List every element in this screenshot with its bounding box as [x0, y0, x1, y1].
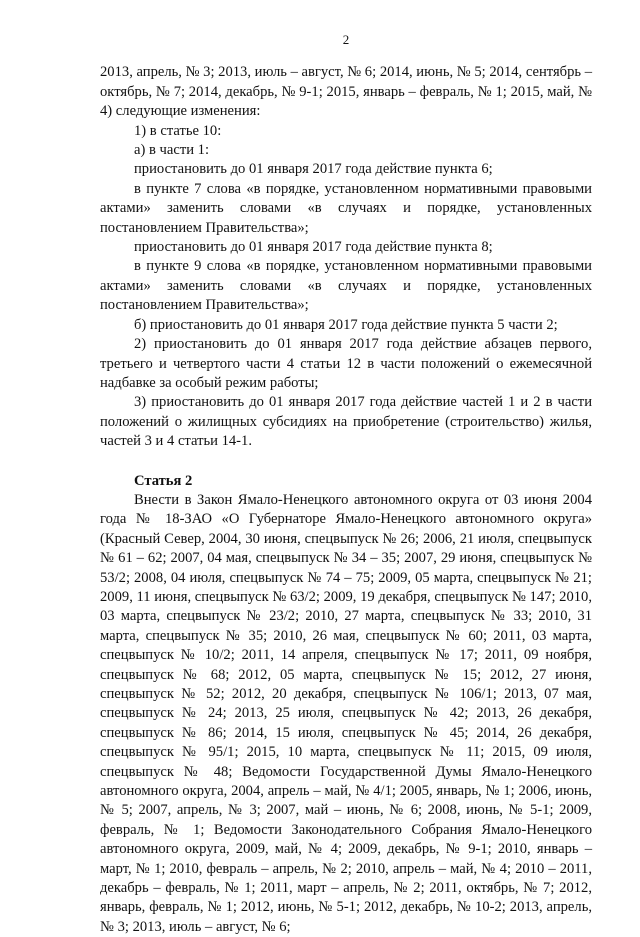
- list-item: в пункте 9 слова «в порядке, установленном нормативными правовыми актами» заменить словами «в случаях и порядке, установленных постановлением Правительства»;: [100, 258, 592, 314]
- document-body: [100, 63, 592, 937]
- list-item: 1) в статье 10:: [134, 122, 222, 139]
- article-2-body: Внести в Закон Ямало-Ненецкого автономного округа от 03 июня 2004 года № 18-ЗАО «О Губернаторе Ямало-Ненецкого автономного округа» (Красный Север, 2004, 30 июня, спецвыпуск № 26; 2006, 21 июля, спецвыпуск № 61 – 62; 2007, 04 мая, спецвыпуск № 34 – 35; 2007, 29 июня, спецвыпуск № 53/2; 2008, 04 июля, спецвыпуск № 74 – 75; 2009, 05 марта, спецвыпуск № 21; 2009, 11 июня, спецвыпуск № 63/2; 2009, 19 декабря, спецвыпуск № 147; 2010, 03 марта, спецвыпуск № 23/2; 2010, 27 марта, спецвыпуск № 33; 2010, 31 марта, спецвыпуск № 35; 2010, 26 мая, спецвыпуск № 60; 2011, 03 марта, спецвыпуск № 10/2; 2011, 14 апреля, спецвыпуск № 17; 2011, 09 ноября, спецвыпуск № 68; 2012, 05 марта, спецвыпуск № 15; 2012, 27 июня, спецвыпуск № 52; 2012, 20 декабря, спецвыпуск № 106/1; 2013, 07 мая, спецвыпуск № 24; 2013, 25 июля, спецвыпуск № 42; 2013, 26 декабря, спецвыпуск № 86; 2014, 15 июля, спецвыпуск № 45; 2014, 26 декабря, спецвыпуск № 95/1; 2015, 10 марта, спецвыпуск № 11; 2015, 09 июля, спецвыпуск № 48; Ведомости Государственной Думы Ямало-Ненецкого автономного округа, 2004, апрель – май, № 4/1; 2005, январь, № 1; 2006, июнь, № 5; 2007, апрель, № 3; 2007, май – июнь, № 6; 2008, июнь, № 5-1; 2009, февраль, № 1; Ведомости Законодательного Собрания Ямало-Ненецкого автономного округа, 2009, май, № 4; 2009, декабрь, № 9-1; 2010, январь – март, № 1; 2010, февраль – апрель, № 2; 2010, апрель – май, № 4; 2010 – 2011, декабрь – февраль, № 1; 2011, март – апрель, № 2; 2011, октябрь, № 7; 2012, январь, февраль, № 1; 2012, июнь, № 5-1; 2012, декабрь, № 10-2; 2013, апрель, № 3; 2013, июль – август, № 6;: [100, 491, 592, 935]
- list-item: б) приостановить до 01 января 2017 года действие пункта 5 части 2;: [134, 316, 558, 333]
- article-2-title: Статья 2: [134, 472, 193, 489]
- list-item: приостановить до 01 января 2017 года действие пункта 8;: [134, 239, 493, 256]
- page-number: 2: [342, 32, 350, 47]
- list-item: приостановить до 01 января 2017 года действие пункта 6;: [134, 161, 493, 178]
- list-item: а) в части 1:: [134, 142, 210, 159]
- lead-paragraph: 2013, апрель, № 3; 2013, июль – август, № 6; 2014, июнь, № 5; 2014, сентябрь – октябрь, № 7; 2014, декабрь, № 9-1; 2015, январь – февраль, № 1; 2015, май, № 4) следующие изменения:: [100, 64, 592, 120]
- list-item: 3) приостановить до 01 января 2017 года действие частей 1 и 2 в части положений о жилищных субсидиях на приобретение (строительство) жилья, частей 3 и 4 статьи 14-1.: [100, 394, 592, 450]
- list-item: 2) приостановить до 01 января 2017 года действие абзацев первого, третьего и четвертого части 4 статьи 12 в части положений о ежемесячной надбавке за особый режим работы;: [100, 336, 592, 391]
- list-item: в пункте 7 слова «в порядке, установленном нормативными правовыми актами» заменить словами «в случаях и порядке, установленных постановлением Правительства»;: [100, 180, 592, 236]
